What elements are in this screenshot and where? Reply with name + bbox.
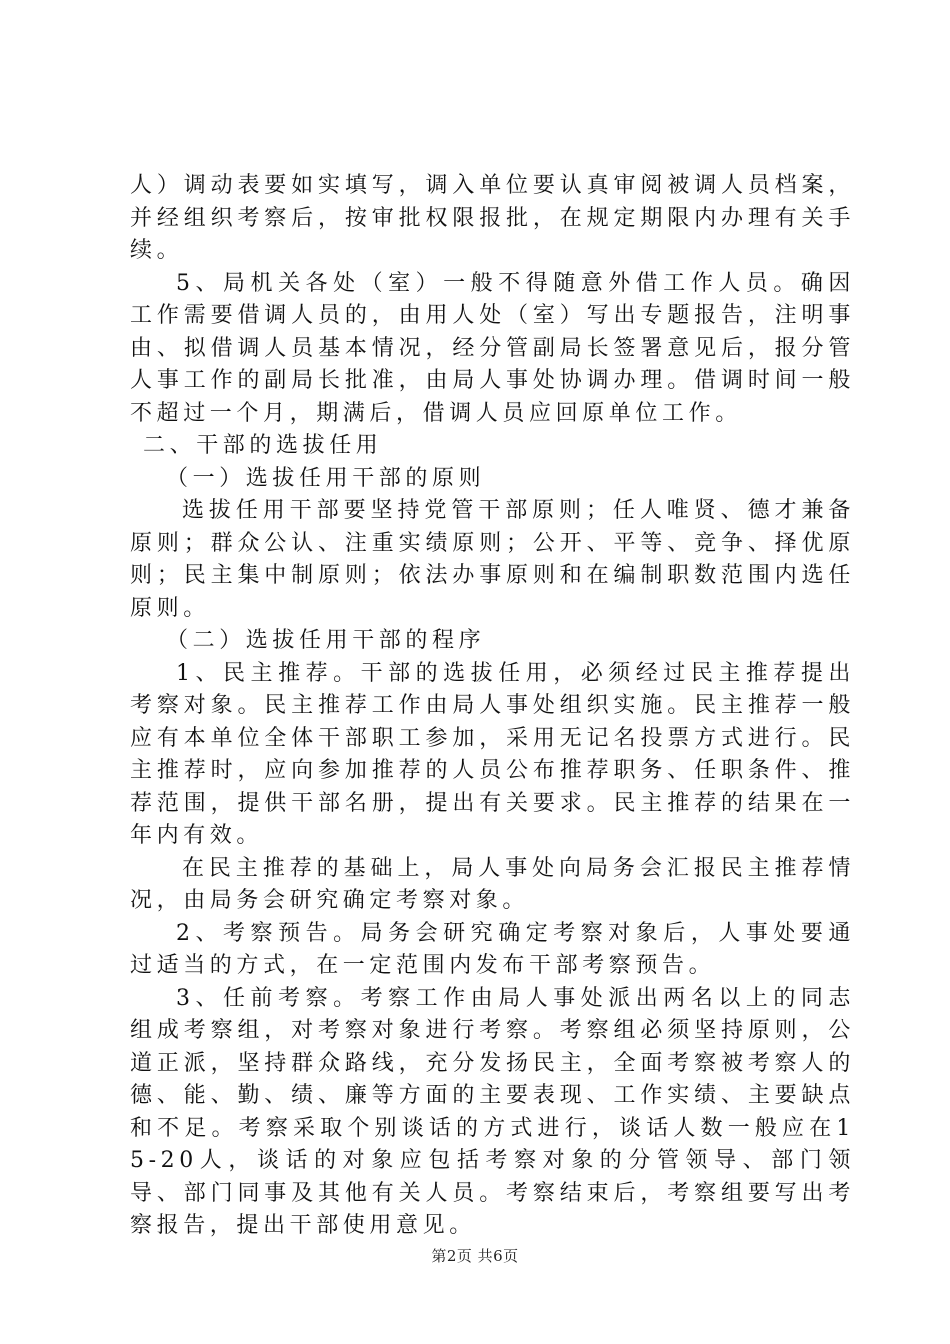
page-number-footer: 第2页 共6页 [431,1247,519,1265]
subsection-heading-procedure: （二）选拔任用干部的程序 [166,628,486,653]
paragraph-item-2-preannouncement: 2、考察预告。局务会研究确定考察对象后，人事处要通过适当的方式，在一定范围内发布干部考察预告。 [130,920,855,978]
paragraph-item-5-secondment: 5、局机关各处（室）一般不得随意外借工作人员。确因工作需要借调人员的，由用人处（室）写出专题报告，注明事由、拟借调人员基本情况，经分管副局长签署意见后，报分管人事工作的副局长批准，由局人事处协调办理。借调时间一般不超过一个月，期满后，借调人员应回原单位工作。 [130,270,855,426]
paragraph-transfer-form: 人）调动表要如实填写，调入单位要认真审阅被调人员档案，并经组织考察后，按审批权限报批，在规定期限内办理有关手续。 [130,173,855,263]
subsection-heading-principles: （一）选拔任用干部的原则 [166,465,486,491]
paragraph-principles: 选拔任用干部要坚持党管干部原则；任人唯贤、德才兼备原则；群众公认、注重实绩原则；公开、平等、竞争、择优原则；民主集中制原则；依法办事原则和在编制职数范围内选任原则。 [130,498,855,621]
paragraph-item-3-inspection: 3、任前考察。考察工作由局人事处派出两名以上的同志组成考察组，对考察对象进行考察。考察组必须坚持原则，公道正派，坚持群众路线，充分发扬民主，全面考察被考察人的德、能、勤、绩、廉等方面的主要表现、工作实绩、主要缺点和不足。考察采取个别谈话的方式进行，谈话人数一般应在15-20人，谈话的对象应包括考察对象的分管领导、部门领导、部门同事及其他有关人员。考察结束后，考察组要写出考察报告，提出干部使用意见。 [130,985,855,1238]
document-body [130,170,855,1243]
section-heading-cadre-selection: 二、干部的选拔任用 [143,433,383,458]
paragraph-recommendation-report: 在民主推荐的基础上，局人事处向局务会汇报民主推荐情况，由局务会研究确定考察对象。 [130,855,855,913]
paragraph-item-1-recommendation: 1、民主推荐。干部的选拔任用，必须经过民主推荐提出考察对象。民主推荐工作由局人事处组织实施。民主推荐一般应有本单位全体干部职工参加，采用无记名投票方式进行。民主推荐时，应向参加推荐的人员公布推荐职务、任职条件、推荐范围，提供干部名册，提出有关要求。民主推荐的结果在一年内有效。 [130,660,855,848]
